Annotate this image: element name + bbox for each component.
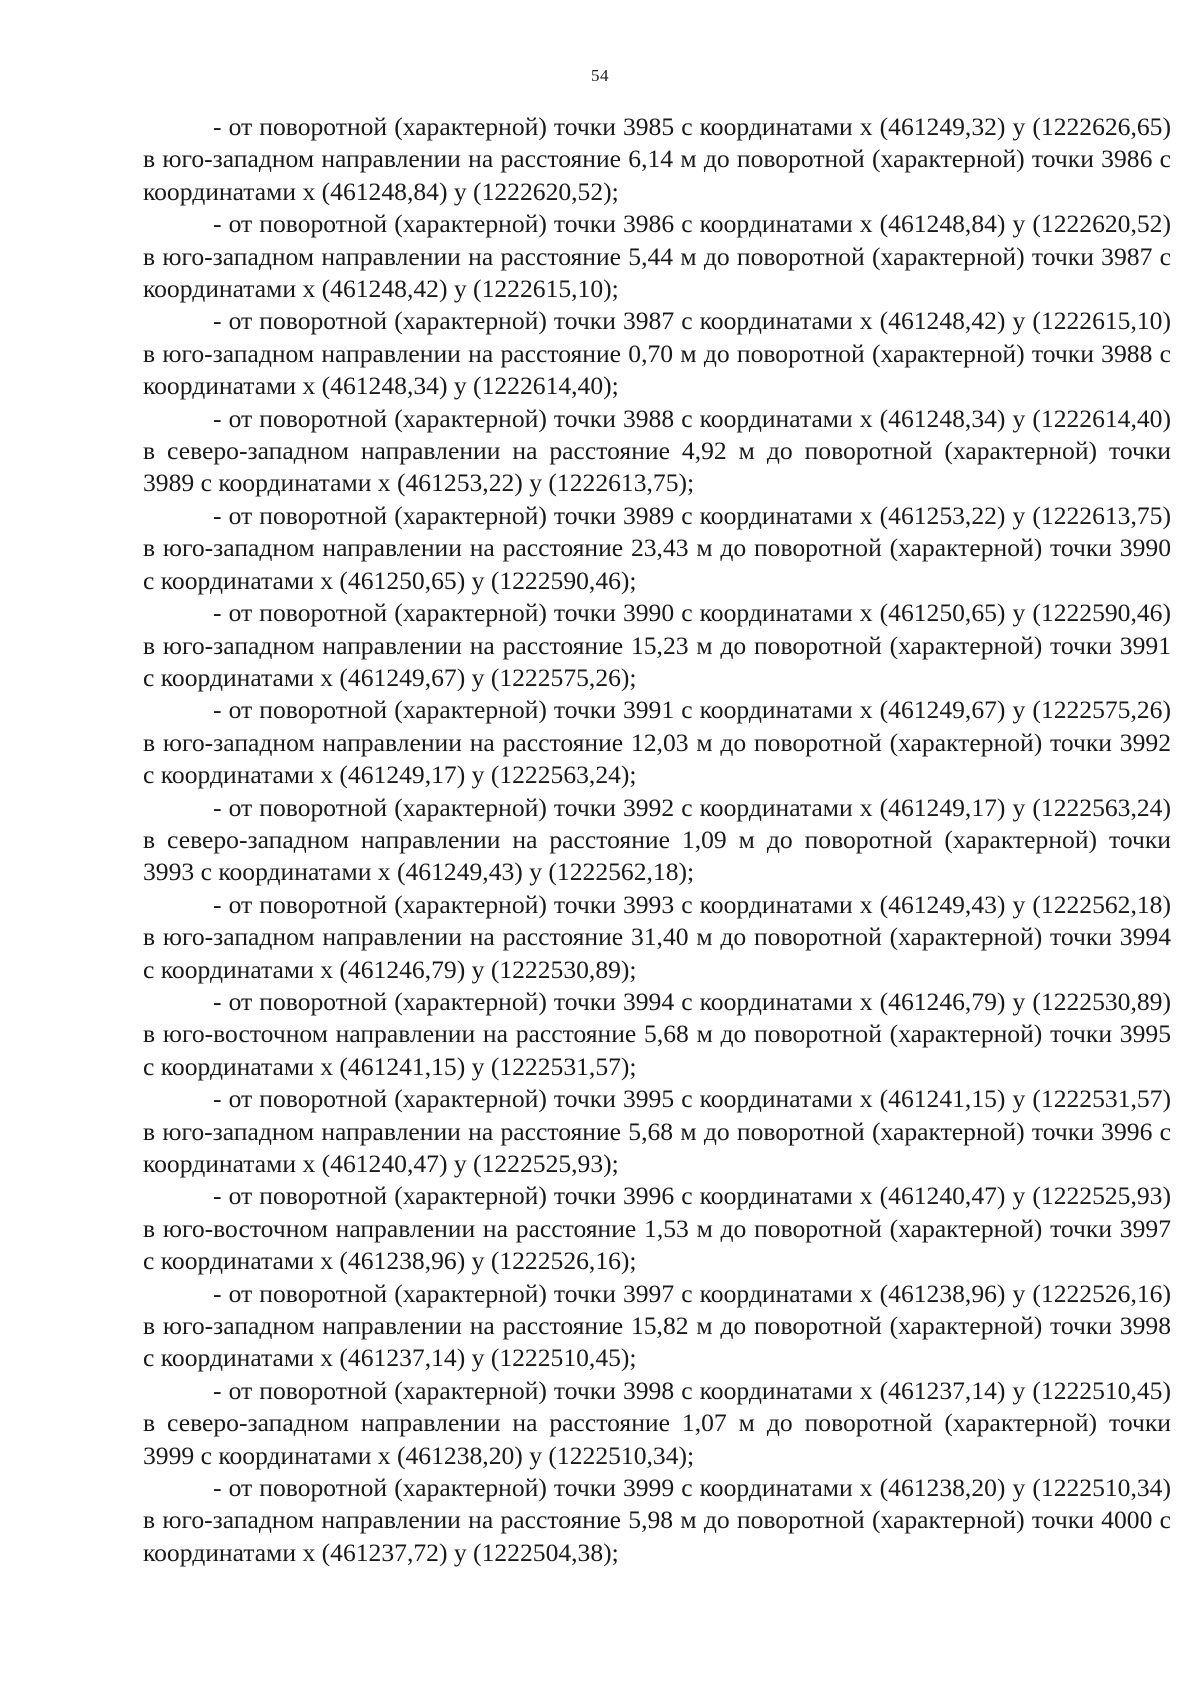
paragraph: - от поворотной (характерной) точки 3994 с координатами x (461246,79) y (1222530,89) в юго-восточном направлении на расстояние 5,68 м до поворотной (характерной) точки 3995 с координатами x (461241,15) y (1222531,57); — [143, 986, 1171, 1081]
page-number: 54 — [591, 66, 609, 85]
paragraph: - от поворотной (характерной) точки 3992 с координатами x (461249,17) y (1222563,24) в северо-западном направлении на расстояние 1,09 м до поворотной (характерной) точки 3993 с координатами x (461249,43) y (1222562,18); — [143, 792, 1171, 887]
paragraph: - от поворотной (характерной) точки 3985 с координатами x (461249,32) y (1222626,65) в юго-западном направлении на расстояние 6,14 м до поворотной (характерной) точки 3986 с координатами x (461248,84) y (1222620,52); — [143, 112, 1171, 206]
paragraph: - от поворотной (характерной) точки 3986 с координатами x (461248,84) y (1222620,52) в юго-западном направлении на расстояние 5,44 м до поворотной (характерной) точки 3987 с координатами x (461248,42) y (1222615,10); — [143, 209, 1171, 304]
paragraph: - от поворотной (характерной) точки 3998 с координатами x (461237,14) y (1222510,45) в северо-западном направлении на расстояние 1,07 м до поворотной (характерной) точки 3999 с координатами x (461238,20) y (1222510,34); — [143, 1375, 1171, 1470]
paragraph: - от поворотной (характерной) точки 3987 с координатами x (461248,42) y (1222615,10) в юго-западном направлении на расстояние 0,70 м до поворотной (характерной) точки 3988 с координатами x (461248,34) y (1222614,40); — [143, 306, 1171, 401]
paragraph: - от поворотной (характерной) точки 3991 с координатами x (461249,67) y (1222575,26) в юго-западном направлении на расстояние 12,03 м до поворотной (характерной) точки 3992 с координатами x (461249,17) y (1222563,24); — [143, 695, 1171, 790]
paragraph: - от поворотной (характерной) точки 3993 с координатами x (461249,43) y (1222562,18) в юго-западном направлении на расстояние 31,40 м до поворотной (характерной) точки 3994 с координатами x (461246,79) y (1222530,89); — [143, 889, 1171, 984]
document-body — [143, 111, 1171, 1569]
paragraph: - от поворотной (характерной) точки 3999 с координатами x (461238,20) y (1222510,34) в юго-западном направлении на расстояние 5,98 м до поворотной (характерной) точки 4000 с координатами x (461237,72) y (1222504,38); — [143, 1473, 1171, 1567]
paragraph: - от поворотной (характерной) точки 3997 с координатами x (461238,96) y (1222526,16) в юго-западном направлении на расстояние 15,82 м до поворотной (характерной) точки 3998 с координатами x (461237,14) y (1222510,45); — [143, 1278, 1171, 1373]
paragraph: - от поворотной (характерной) точки 3996 с координатами x (461240,47) y (1222525,93) в юго-восточном направлении на расстояние 1,53 м до поворотной (характерной) точки 3997 с координатами x (461238,96) y (1222526,16); — [143, 1181, 1171, 1276]
paragraph: - от поворотной (характерной) точки 3988 с координатами x (461248,34) y (1222614,40) в северо-западном направлении на расстояние 4,92 м до поворотной (характерной) точки 3989 с координатами x (461253,22) y (1222613,75); — [143, 403, 1171, 498]
paragraph: - от поворотной (характерной) точки 3995 с координатами x (461241,15) y (1222531,57) в юго-западном направлении на расстояние 5,68 м до поворотной (характерной) точки 3996 с координатами x (461240,47) y (1222525,93); — [143, 1084, 1171, 1178]
paragraph: - от поворотной (характерной) точки 3989 с координатами x (461253,22) y (1222613,75) в юго-западном направлении на расстояние 23,43 м до поворотной (характерной) точки 3990 с координатами x (461250,65) y (1222590,46); — [143, 500, 1171, 595]
paragraph: - от поворотной (характерной) точки 3990 с координатами x (461250,65) y (1222590,46) в юго-западном направлении на расстояние 15,23 м до поворотной (характерной) точки 3991 с координатами x (461249,67) y (1222575,26); — [143, 598, 1171, 692]
